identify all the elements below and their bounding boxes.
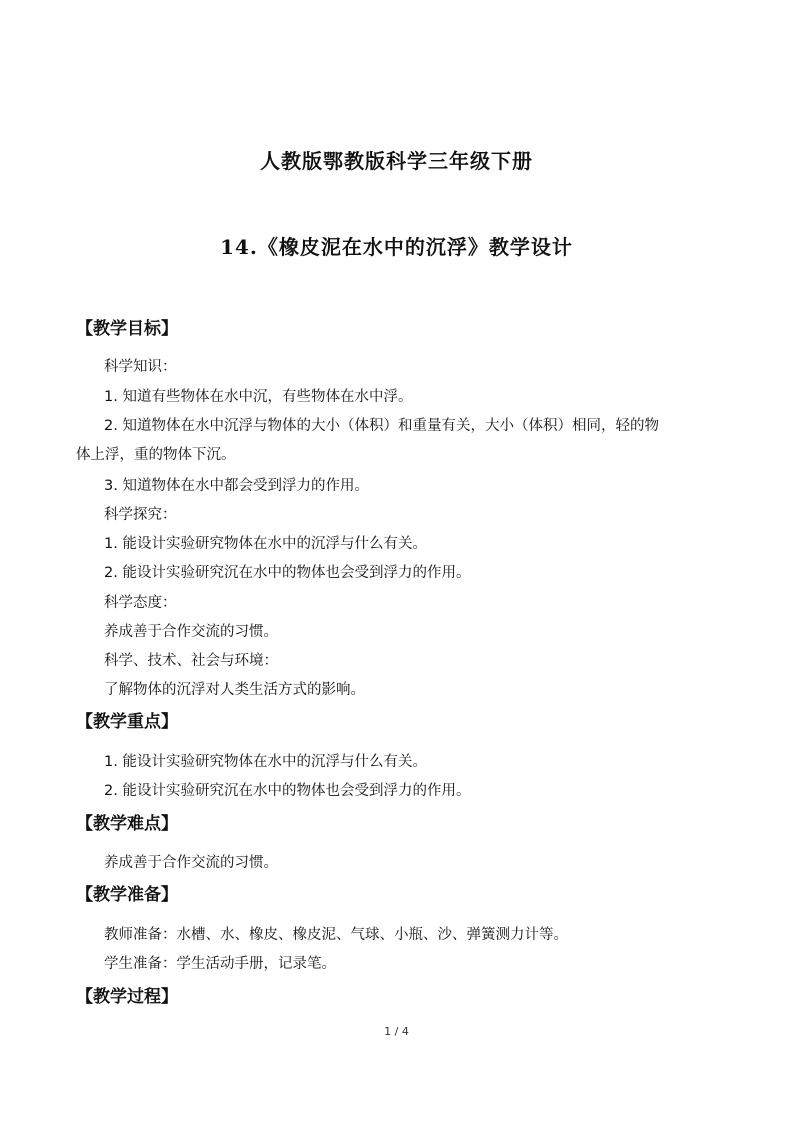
- section-heading-difficulties: 【教学难点】: [76, 814, 178, 834]
- goal-line: 2. 知道物体在水中沉浮与物体的大小（体积）和重量有关，大小（体积）相同，轻的物: [104, 418, 659, 434]
- goal-line: 科学态度：: [104, 595, 177, 611]
- goal-line: 体上浮，重的物体下沉。: [76, 447, 236, 463]
- page-number: 1 / 4: [384, 1025, 409, 1038]
- goal-line: 养成善于合作交流的习惯。: [104, 624, 278, 640]
- section-heading-preparation: 【教学准备】: [76, 885, 178, 905]
- key-point-line: 2. 能设计实验研究沉在水中的物体也会受到浮力的作用。: [104, 783, 471, 799]
- difficulty-line: 养成善于合作交流的习惯。: [104, 855, 278, 871]
- goal-line: 了解物体的沉浮对人类生活方式的影响。: [104, 682, 365, 698]
- preparation-line: 学生准备：学生活动手册，记录笔。: [104, 956, 336, 972]
- section-heading-goals: 【教学目标】: [76, 319, 178, 339]
- document-title: 人教版鄂教版科学三年级下册: [260, 149, 533, 173]
- key-point-line: 1. 能设计实验研究物体在水中的沉浮与什么有关。: [104, 754, 427, 770]
- preparation-line: 教师准备：水槽、水、橡皮、橡皮泥、气球、小瓶、沙、弹簧测力计等。: [104, 927, 568, 943]
- goal-line: 科学知识：: [104, 359, 177, 375]
- goal-line: 科学、技术、社会与环境：: [104, 653, 278, 669]
- goal-line: 1. 能设计实验研究物体在水中的沉浮与什么有关。: [104, 536, 427, 552]
- section-heading-process: 【教学过程】: [76, 987, 178, 1007]
- document-subtitle: 14.《橡皮泥在水中的沉浮》教学设计: [220, 235, 573, 259]
- goal-line: 1. 知道有些物体在水中沉，有些物体在水中浮。: [104, 389, 413, 405]
- goal-line: 科学探究：: [104, 507, 177, 523]
- goal-line: 3. 知道物体在水中都会受到浮力的作用。: [104, 478, 369, 494]
- section-heading-key-points: 【教学重点】: [76, 712, 178, 732]
- goal-line: 2. 能设计实验研究沉在水中的物体也会受到浮力的作用。: [104, 565, 471, 581]
